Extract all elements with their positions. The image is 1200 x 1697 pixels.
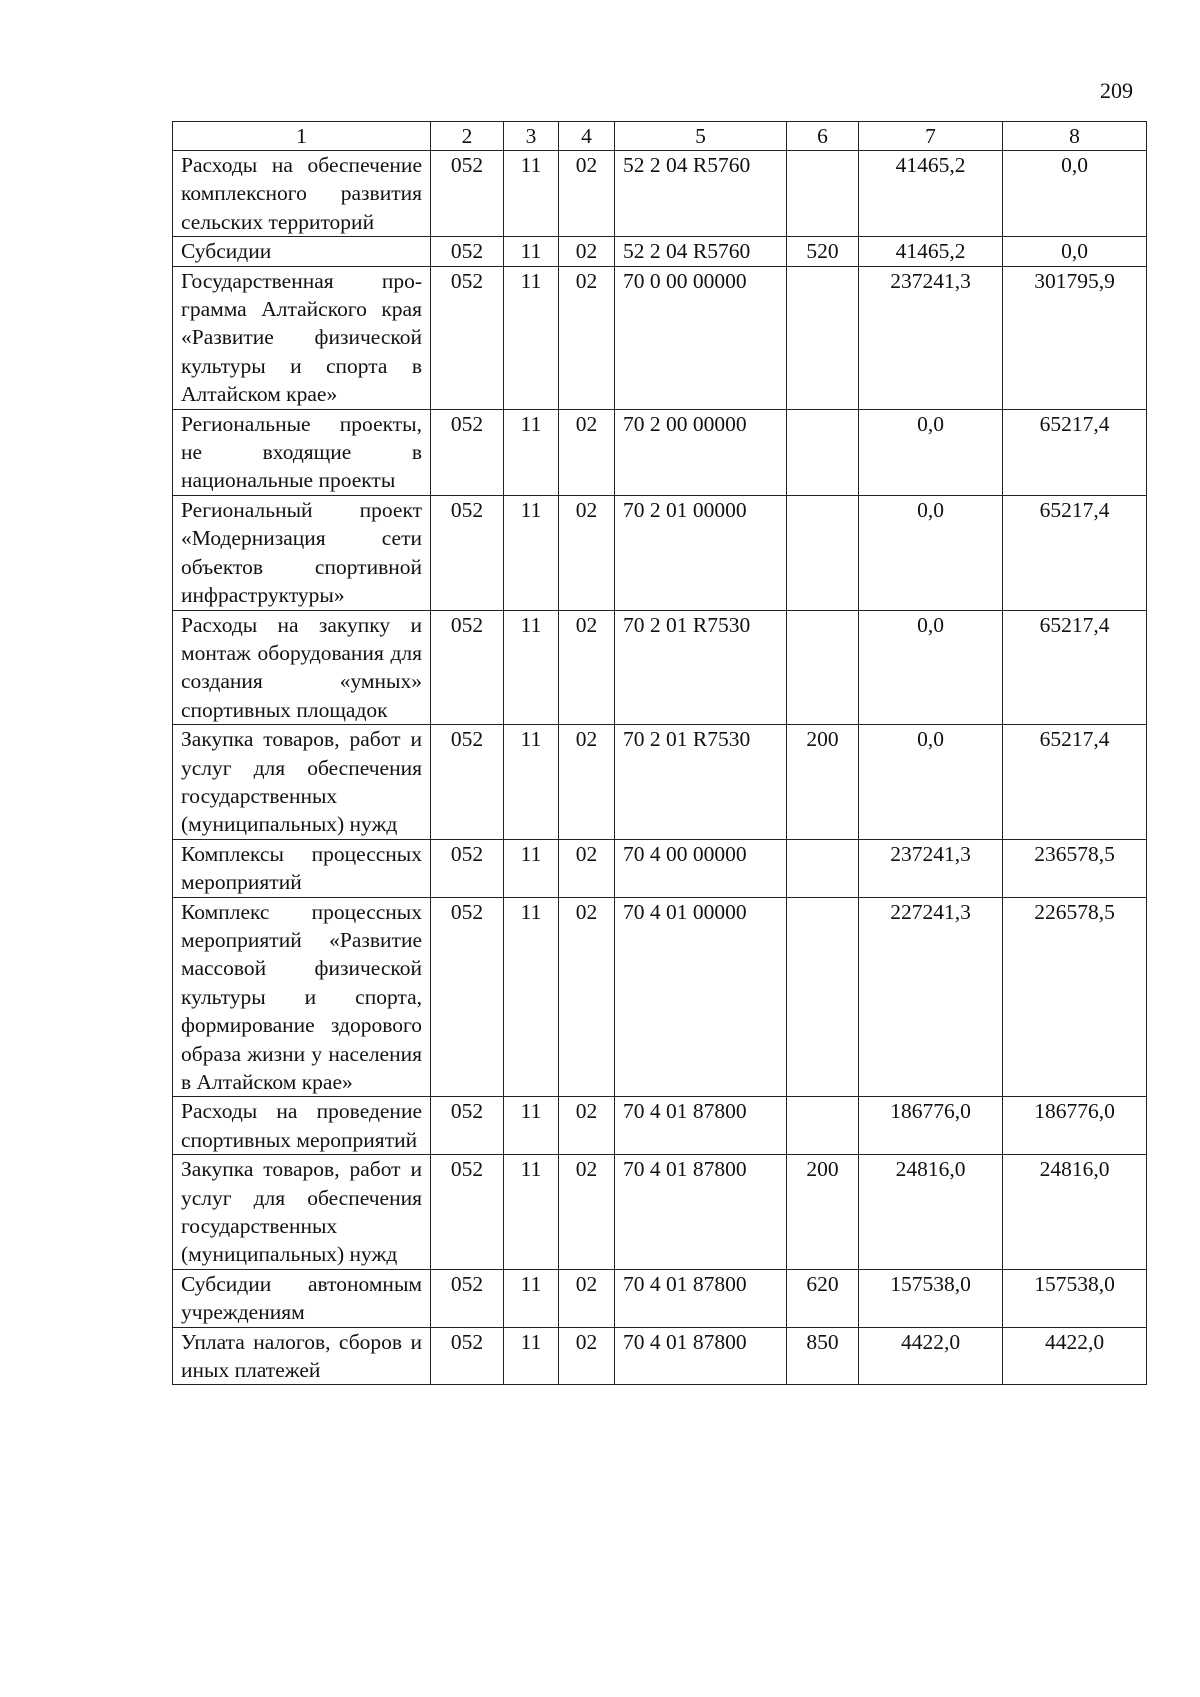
table-row	[173, 897, 1147, 1097]
amount-year-2-cell: 0,0	[1003, 237, 1147, 266]
amount-year-1-cell: 41465,2	[859, 151, 1003, 237]
amount-year-1-cell: 227241,3	[859, 897, 1003, 1097]
expense-type-cell: 520	[787, 237, 859, 266]
subsection-code-cell: 02	[559, 409, 615, 495]
table-row	[173, 839, 1147, 897]
amount-year-2-cell: 226578,5	[1003, 897, 1147, 1097]
ministry-code-cell: 052	[431, 1097, 504, 1155]
amount-year-2-cell: 65217,4	[1003, 409, 1147, 495]
expense-type-cell	[787, 495, 859, 610]
ministry-code-cell: 052	[431, 495, 504, 610]
expense-name-cell: Комплекс процессных мероприятий «Развитие массовой физической культуры и спорта, формирование здорового образа жизни у населения в Алтайском крае»	[173, 897, 431, 1097]
subsection-code-cell: 02	[559, 495, 615, 610]
amount-year-2-cell: 186776,0	[1003, 1097, 1147, 1155]
expense-type-cell	[787, 610, 859, 725]
amount-year-1-cell: 41465,2	[859, 237, 1003, 266]
ministry-code-cell: 052	[431, 1155, 504, 1270]
expense-type-cell	[787, 266, 859, 409]
subsection-code-cell: 02	[559, 1155, 615, 1270]
column-header: 1	[173, 122, 431, 151]
table-row	[173, 610, 1147, 725]
target-article-cell: 70 4 01 87800	[615, 1327, 787, 1385]
section-code-cell: 11	[504, 151, 559, 237]
ministry-code-cell: 052	[431, 409, 504, 495]
amount-year-2-cell: 24816,0	[1003, 1155, 1147, 1270]
expense-name-cell: Региональный проект «Модернизация сети объектов спортивной инфраструктуры»	[173, 495, 431, 610]
subsection-code-cell: 02	[559, 1269, 615, 1327]
target-article-cell: 70 4 01 87800	[615, 1097, 787, 1155]
subsection-code-cell: 02	[559, 237, 615, 266]
table-body	[173, 151, 1147, 1385]
table-row	[173, 151, 1147, 237]
column-header: 5	[615, 122, 787, 151]
section-code-cell: 11	[504, 725, 559, 840]
ministry-code-cell: 052	[431, 1269, 504, 1327]
section-code-cell: 11	[504, 237, 559, 266]
expense-name-cell: Региональные проекты, не входящие в национальные проекты	[173, 409, 431, 495]
table-row	[173, 266, 1147, 409]
expense-name-cell: Закупка товаров, работ и услуг для обеспечения государственных (муниципальных) нужд	[173, 725, 431, 840]
expense-name-cell: Субсидии автономным учреждениям	[173, 1269, 431, 1327]
section-code-cell: 11	[504, 1327, 559, 1385]
column-header: 3	[504, 122, 559, 151]
amount-year-2-cell: 157538,0	[1003, 1269, 1147, 1327]
expense-type-cell: 200	[787, 725, 859, 840]
ministry-code-cell: 052	[431, 897, 504, 1097]
subsection-code-cell: 02	[559, 266, 615, 409]
target-article-cell: 70 4 01 87800	[615, 1269, 787, 1327]
amount-year-1-cell: 0,0	[859, 409, 1003, 495]
target-article-cell: 52 2 04 R5760	[615, 237, 787, 266]
expense-name-cell: Расходы на обеспечение комплексного развития сельских территорий	[173, 151, 431, 237]
amount-year-1-cell: 237241,3	[859, 266, 1003, 409]
section-code-cell: 11	[504, 1097, 559, 1155]
section-code-cell: 11	[504, 897, 559, 1097]
ministry-code-cell: 052	[431, 610, 504, 725]
amount-year-2-cell: 65217,4	[1003, 495, 1147, 610]
column-header: 6	[787, 122, 859, 151]
table-row	[173, 409, 1147, 495]
section-code-cell: 11	[504, 610, 559, 725]
target-article-cell: 70 2 01 R7530	[615, 610, 787, 725]
expense-type-cell	[787, 409, 859, 495]
expense-name-cell: Расходы на закупку и монтаж оборудования для создания «умных» спортивных площадок	[173, 610, 431, 725]
section-code-cell: 11	[504, 409, 559, 495]
target-article-cell: 70 4 01 87800	[615, 1155, 787, 1270]
expense-type-cell: 620	[787, 1269, 859, 1327]
amount-year-2-cell: 301795,9	[1003, 266, 1147, 409]
column-header: 4	[559, 122, 615, 151]
subsection-code-cell: 02	[559, 151, 615, 237]
expense-name-cell: Расходы на проведение спортивных мероприятий	[173, 1097, 431, 1155]
section-code-cell: 11	[504, 495, 559, 610]
expense-name-cell: Субсидии	[173, 237, 431, 266]
expense-type-cell: 200	[787, 1155, 859, 1270]
amount-year-1-cell: 186776,0	[859, 1097, 1003, 1155]
target-article-cell: 70 4 00 00000	[615, 839, 787, 897]
table-row	[173, 1269, 1147, 1327]
expense-name-cell: Комплексы процессных мероприятий	[173, 839, 431, 897]
subsection-code-cell: 02	[559, 1327, 615, 1385]
target-article-cell: 70 4 01 00000	[615, 897, 787, 1097]
amount-year-1-cell: 237241,3	[859, 839, 1003, 897]
page-number: 209	[1100, 78, 1133, 103]
amount-year-1-cell: 157538,0	[859, 1269, 1003, 1327]
ministry-code-cell: 052	[431, 725, 504, 840]
target-article-cell: 70 2 00 00000	[615, 409, 787, 495]
section-code-cell: 11	[504, 266, 559, 409]
table-row	[173, 237, 1147, 266]
target-article-cell: 52 2 04 R5760	[615, 151, 787, 237]
amount-year-2-cell: 0,0	[1003, 151, 1147, 237]
amount-year-2-cell: 4422,0	[1003, 1327, 1147, 1385]
subsection-code-cell: 02	[559, 725, 615, 840]
ministry-code-cell: 052	[431, 1327, 504, 1385]
amount-year-2-cell: 65217,4	[1003, 725, 1147, 840]
subsection-code-cell: 02	[559, 897, 615, 1097]
section-code-cell: 11	[504, 1269, 559, 1327]
ministry-code-cell: 052	[431, 151, 504, 237]
amount-year-1-cell: 24816,0	[859, 1155, 1003, 1270]
ministry-code-cell: 052	[431, 266, 504, 409]
column-header: 7	[859, 122, 1003, 151]
target-article-cell: 70 0 00 00000	[615, 266, 787, 409]
section-code-cell: 11	[504, 1155, 559, 1270]
subsection-code-cell: 02	[559, 1097, 615, 1155]
column-header: 8	[1003, 122, 1147, 151]
expense-type-cell	[787, 1097, 859, 1155]
table-row	[173, 725, 1147, 840]
table-row	[173, 1327, 1147, 1385]
ministry-code-cell: 052	[431, 237, 504, 266]
amount-year-1-cell: 0,0	[859, 610, 1003, 725]
expense-name-cell: Закупка товаров, работ и услуг для обеспечения государственных (муниципальных) нужд	[173, 1155, 431, 1270]
column-header: 2	[431, 122, 504, 151]
ministry-code-cell: 052	[431, 839, 504, 897]
amount-year-2-cell: 236578,5	[1003, 839, 1147, 897]
amount-year-1-cell: 4422,0	[859, 1327, 1003, 1385]
subsection-code-cell: 02	[559, 610, 615, 725]
subsection-code-cell: 02	[559, 839, 615, 897]
amount-year-1-cell: 0,0	[859, 725, 1003, 840]
amount-year-1-cell: 0,0	[859, 495, 1003, 610]
section-code-cell: 11	[504, 839, 559, 897]
expense-type-cell: 850	[787, 1327, 859, 1385]
expense-type-cell	[787, 897, 859, 1097]
budget-table	[172, 121, 1147, 1385]
expense-type-cell	[787, 151, 859, 237]
table-header-row	[173, 122, 1147, 151]
expense-name-cell: Государственная программа Алтайского края «Развитие физической культуры и спорта в Алтайском крае»	[173, 266, 431, 409]
target-article-cell: 70 2 01 R7530	[615, 725, 787, 840]
target-article-cell: 70 2 01 00000	[615, 495, 787, 610]
expense-type-cell	[787, 839, 859, 897]
table-row	[173, 1097, 1147, 1155]
table-row	[173, 1155, 1147, 1270]
expense-name-cell: Уплата налогов, сборов и иных платежей	[173, 1327, 431, 1385]
table-row	[173, 495, 1147, 610]
amount-year-2-cell: 65217,4	[1003, 610, 1147, 725]
